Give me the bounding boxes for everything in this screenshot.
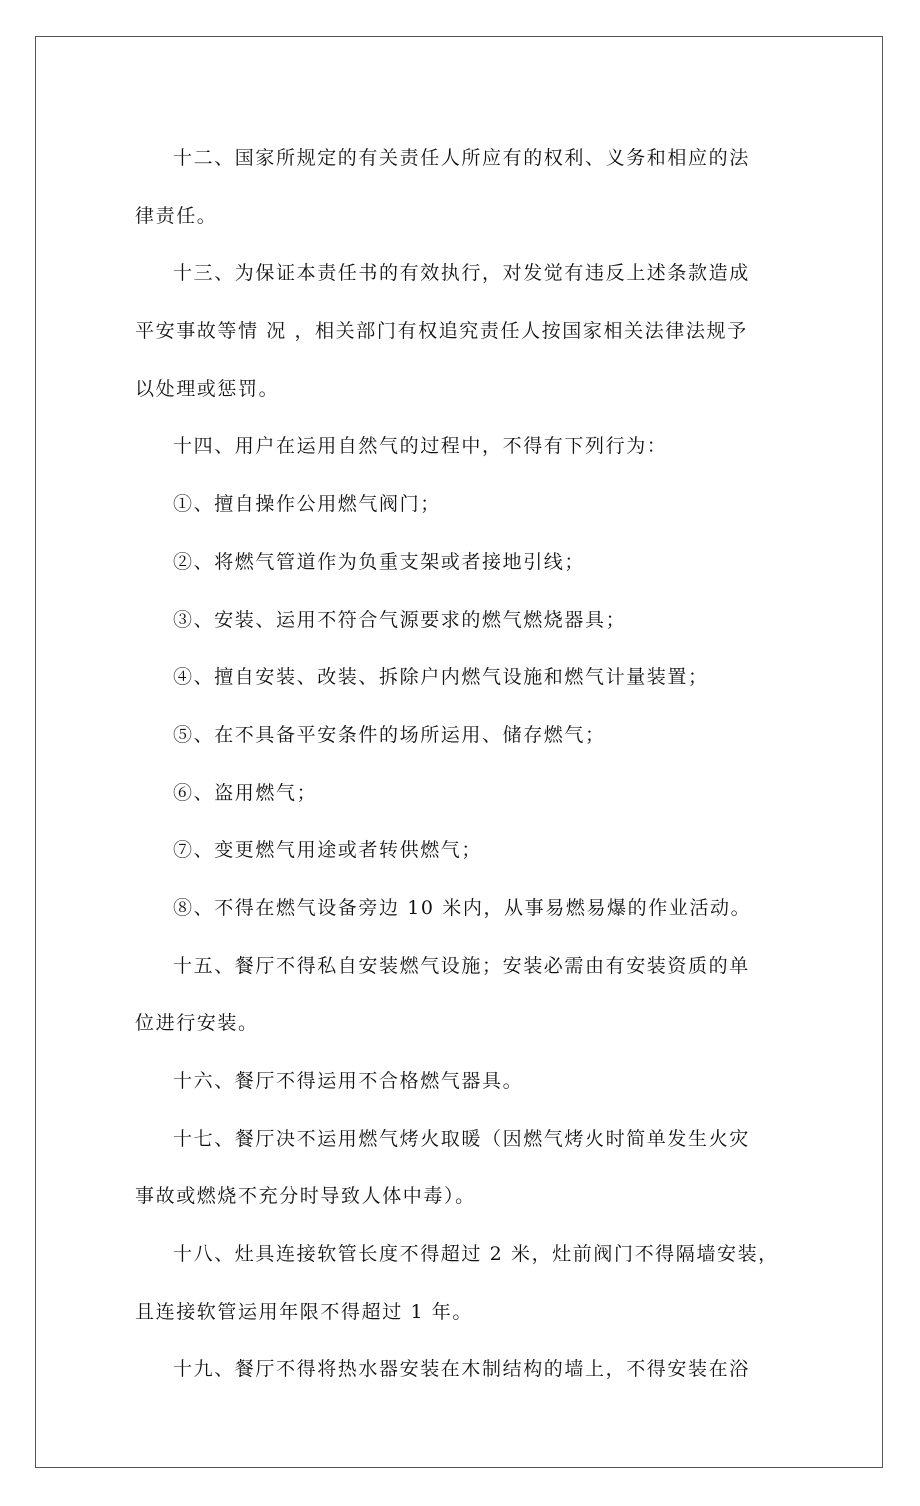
text-line: ⑦、变更燃气用途或者转供燃气； <box>173 839 483 862</box>
text-line: 十八、灶具连接软管长度不得超过 2 米，灶前阀门不得隔墙安装， <box>173 1243 779 1266</box>
text-line: 十五、餐厅不得私自安装燃气设施；安装必需由有安装资质的单 <box>173 954 750 977</box>
text-line: 十六、餐厅不得运用不合格燃气器具。 <box>173 1070 524 1092</box>
text-line: ⑧、不得在燃气设备旁边 10 米内，从事易燃易爆的作业活动。 <box>173 896 752 919</box>
text-line: ②、将燃气管道作为负重支架或者接地引线； <box>173 550 586 573</box>
text-line: 十七、餐厅决不运用燃气烤火取暖（因燃气烤火时简单发生火灾 <box>173 1127 750 1150</box>
text-line: 律责任。 <box>135 204 218 227</box>
text-line: 且连接软管运用年限不得超过 1 年。 <box>135 1300 473 1323</box>
text-line: 十四、用户在运用自然气的过程中，不得有下列行为： <box>173 435 668 458</box>
text-line: 事故或燃烧不充分时导致人体中毒）。 <box>135 1185 476 1208</box>
text-line: ①、擅自操作公用燃气阀门； <box>173 493 441 516</box>
text-line: ④、擅自安装、改装、拆除户内燃气设施和燃气计量装置； <box>173 666 709 689</box>
text-line: ③、安装、运用不符合气源要求的燃气燃烧器具； <box>173 608 627 631</box>
text-line: 十九、餐厅不得将热水器安装在木制结构的墙上，不得安装在浴 <box>173 1358 750 1381</box>
text-line: 平安事故等情 况 ，相关部门有权追究责任人按国家相关法律法规予 <box>135 320 748 343</box>
text-line: 以处理或惩罚。 <box>135 377 280 400</box>
text-line: 十三、为保证本责任书的有效执行，对发觉有违反上述条款造成 <box>173 262 750 285</box>
text-line: ⑤、在不具备平安条件的场所运用、储存燃气； <box>173 723 606 746</box>
text-line: 十二、国家所规定的有关责任人所应有的权利、义务和相应的法 <box>173 147 750 169</box>
text-line: ⑥、盗用燃气； <box>173 781 318 804</box>
document-body <box>135 130 803 1399</box>
text-line: 位进行安装。 <box>135 1012 259 1035</box>
